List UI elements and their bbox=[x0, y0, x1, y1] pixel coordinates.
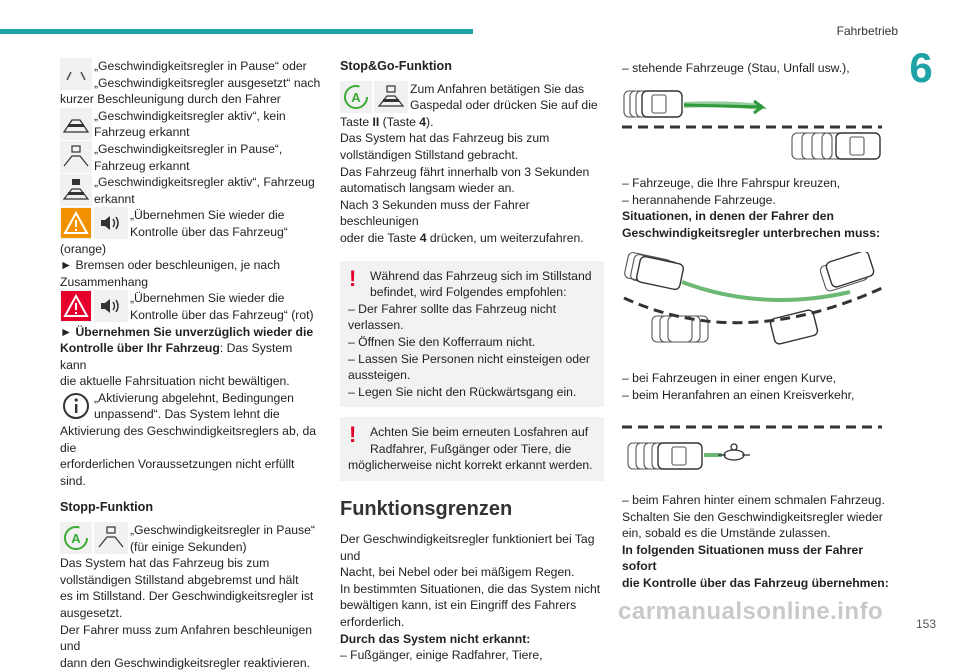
auto-a-green-icon bbox=[60, 522, 92, 554]
exclamation-icon: ! bbox=[349, 265, 357, 291]
status-paused: „Geschwindigkeitsregler in Pause“ oder „Geschwindigkeitsregler ausgesetzt“ nach bbox=[60, 58, 322, 91]
page-number: 153 bbox=[915, 617, 936, 631]
exclamation-icon: ! bbox=[349, 422, 357, 448]
road-vehicle-paused-icon bbox=[94, 522, 128, 554]
road-vehicle-active-icon bbox=[60, 174, 92, 206]
column-2: Stop&Go-Funktion A Zum Anfahren betätigen Sie das Gaspedal oder drücken Sie auf die Taste II (Taste 4). Das System hat das Fahrzeug bis zum vollständigen Stillstand gebracht. Das Fahrzeug fährt innerhalb von 3 Sekunden automatisch langsam wieder an. Nach 3 Sekunden muss der Fahrer beschleunigen oder die Taste 4 drücken, um weiterzufahren. ! Während das Fahrzeug sich im Stillstand befindet, wird Folgendes empfohlen: – Der Fahrer sollte das Fahrzeug nicht verlassen. – Öffnen Sie den Kofferraum nicht. – Lassen Sie Personen nicht einsteigen oder aussteigen. – Legen Sie nicht den Rückwärtsgang ein. ! Achten Sie beim erneuten Losfahren auf Radfahrer, Fußgänger oder Tiere, die möglicherweise nicht korrekt erkannt werden. Funktionsgrenzen Der Geschwindigkeitsregler funktioniert bei Tag und Nacht, bei Nebel oder bei mäßigem Regen. In bestimmten Situationen, die das System nicht bewältigen kann, ist ein Eingriff des Fahrers erforderlich. Durch das System nicht erkannt: – Fußgänger, einige Radfahrer, Tiere, bbox=[340, 58, 604, 664]
chapter-number: 6 bbox=[909, 44, 933, 91]
heading-funktionsgrenzen: Funktionsgrenzen bbox=[340, 498, 513, 521]
svg-text:A: A bbox=[351, 89, 361, 105]
status-paused-vehicle: „Geschwindigkeitsregler in Pause“, Fahrzeug erkannt bbox=[60, 141, 322, 174]
stop-go-status: A Zum Anfahren betätigen Sie das Gaspedal oder drücken Sie auf die bbox=[340, 81, 604, 114]
watermark: carmanualsonline.info bbox=[618, 598, 884, 625]
column-3: – stehende Fahrzeuge (Stau, Unfall usw.), – Fahrzeuge, die Ihre Fahrspur kreuzen, – herannahende Fahrzeuge. Situationen, in denen der Fahrer den Geschwindigkeitsregler unterbrechen muss: – bei Fahrzeugen in einer engen Kurve, – beim Heranfahren an einen Kreisverkehr, – beim Fahren hinter einem schmalen Fahrzeug. Schalten Sie den Geschwindigkeitsregler wieder ein, sobald es die Umstände zulassen. In folgenden Situationen muss der Fahrer sofort die Kontrolle über das Fahrzeug übernehmen: bbox=[622, 61, 889, 590]
warning-red-icon bbox=[60, 290, 92, 322]
svg-text:A: A bbox=[71, 531, 81, 547]
status-active-no-vehicle: „Geschwindigkeitsregler aktiv“, kein Fahrzeug erkannt bbox=[60, 108, 322, 141]
pause-indicator-icon bbox=[60, 58, 92, 90]
heading-stopp-funktion: Stopp-Funktion bbox=[60, 500, 154, 515]
warning-box-restart: ! Achten Sie beim erneuten Losfahren auf Radfahrer, Fußgänger oder Tiere, die möglicherweise nicht korrekt erkannt werden. bbox=[340, 417, 604, 481]
header-accent-bar bbox=[0, 29, 473, 34]
status-takeover-orange: „Übernehmen Sie wieder die Kontrolle über das Fahrzeug“ bbox=[60, 207, 322, 240]
section-title: Fahrbetrieb bbox=[836, 24, 898, 38]
road-vehicle-paused-icon bbox=[60, 141, 92, 173]
sound-icon bbox=[94, 207, 128, 239]
warning-box-standstill: ! Während das Fahrzeug sich im Stillstand befindet, wird Folgendes empfohlen: – Der Fahrer sollte das Fahrzeug nicht verlassen. – Öffnen Sie den Kofferraum nicht. – Lassen Sie Personen nicht einsteigen oder aussteigen. – Legen Sie nicht den Rückwärtsgang ein. bbox=[340, 261, 604, 408]
figure-stationary-vehicles bbox=[622, 85, 890, 170]
heading-stop-go: Stop&Go-Funktion bbox=[340, 59, 452, 73]
column-1: „Geschwindigkeitsregler in Pause“ oder „Geschwindigkeitsregler ausgesetzt“ nach kurzer Beschleunigung durch den Fahrer „Geschwindigkeitsregler aktiv“, kein Fahrzeug erkannt „Geschwindigkeitsregler in Pause“, Fahrzeug erkannt „Geschwindigkeitsregler aktiv“, Fahrzeug erkannt „Übernehmen Sie wieder die Kontrolle über das Fahrzeug“ (orange) ► Bremsen oder beschleunigen, je nach Zusammenhang „Übernehmen Sie wieder die Kontrolle über das Fahrzeug“ (rot) ► Übernehmen Sie unverzüglich wieder die Kontrolle über Ihr Fahrzeug: Das System kann die aktuelle Fahrsituation nicht bewältigen. „Aktivierung abgelehnt, Bedingungen unpassend“. Das System lehnt die Aktivierung des Geschwindigkeitsreglers ab, da die erforderlichen Voraussetzungen nicht erfüllt sind. Stopp-Funktion A „Geschwindigkeitsregler in Pause“ (für einige Sekunden) Das System hat das Fahrzeug bis zum vollständigen Stillstand abgebremst und hält es im Stillstand. Der Geschwindigkeitsregler ist ausgesetzt. Der Fahrer muss zum Anfahren beschleunigen und dann den Geschwindigkeitsregler reaktivieren. bbox=[60, 59, 321, 670]
status-active-vehicle: „Geschwindigkeitsregler aktiv“, Fahrzeug erkannt bbox=[60, 174, 322, 207]
sound-icon bbox=[94, 290, 128, 322]
auto-a-green-icon bbox=[340, 81, 372, 113]
info-icon bbox=[60, 390, 92, 422]
warning-orange-icon bbox=[60, 207, 92, 239]
road-active-icon bbox=[374, 81, 408, 113]
figure-narrow-vehicle bbox=[622, 421, 890, 486]
status-takeover-red: „Übernehmen Sie wieder die Kontrolle über das Fahrzeug“ (rot) bbox=[60, 290, 322, 323]
status-stop: A „Geschwindigkeitsregler in Pause“ (für einige Sekunden) bbox=[60, 522, 322, 555]
motorcycle-icon bbox=[718, 444, 750, 460]
figure-curve bbox=[622, 252, 890, 365]
status-activation-refused: „Aktivierung abgelehnt, Bedingungen unpassend“. Das System lehnt die bbox=[60, 390, 322, 423]
road-active-icon bbox=[60, 108, 92, 140]
